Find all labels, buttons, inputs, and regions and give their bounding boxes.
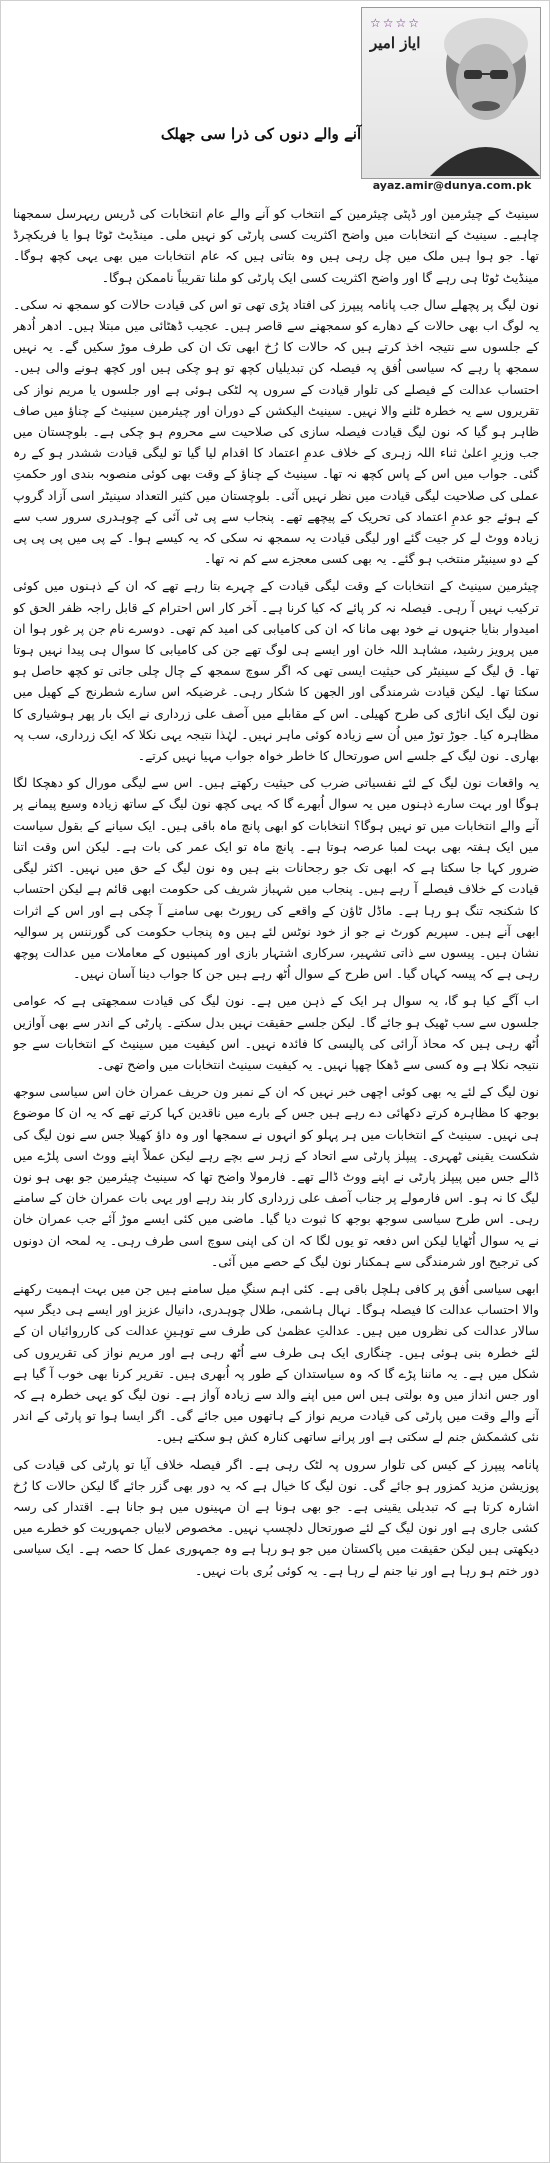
- column-body: [13, 203, 539, 2143]
- body-paragraph: نون لیگ پر پچھلے سال جب پانامہ پیپرز کی افتاد پڑی تھی تو اس کی قیادت حالات کو سمجھ نہ سکی۔ یہ لوگ اب بھی حالات کے دھارے کو سمجھنے سے قاصر ہیں۔ عجیب ڈھٹائی میں مبتلا ہیں۔ ادھر اُدھر کے جلسوں سے نتیجہ اخذ کرتے ہیں کہ حالات کا رُخ ابھی تک ان کی طرف موڑ سکیں گے۔ یہ نہیں سمجھ پا رہے کہ سیاسی اُفق پہ فیصلہ کن تبدیلیاں کچھ تو ہو چکی ہیں اور کچھ ہونے والی ہیں۔ احتساب عدالت کے فیصلے کی تلوار قیادت کے سروں پہ لٹکی ہوئی ہے اور جلسوں یا مریم نواز کی تقریروں سے یہ خطرہ ٹلنے والا نہیں۔ سینیٹ الیکشن کے دوران اور چیئرمین سینیٹ کے چناؤ میں صاف ظاہر ہو گیا کہ نون لیگ قیادت فیصلہ سازی کی صلاحیت سے محروم ہو چکی ہے۔ بلوچستان میں جب وزیرِ اعلیٰ ثناء اللہ زہری کے خلاف عدمِ اعتماد کا اقدام لیا گیا تو لیگی قیادت ششدر ہو کے رہ گئی۔ جواب میں اس کے پاس کچھ نہ تھا۔ سینیٹ کے چناؤ کے وقت بھی کوئی منصوبہ بندی اور حکمتِ عملی کی صلاحیت لیگی قیادت میں نظر نہیں آئی۔ بلوچستان میں کثیر التعداد سینیٹر اسی آزاد گروپ کے ہوئے جو عدمِ اعتماد کی تحریک کے پیچھے تھے۔ پنجاب سے پی ٹی آئی کے چوہدری سرور سب سے زیادہ ووٹ لے کر جیت گئے اور لیگی قیادت یہ سمجھ نہ سکی کہ یہ کیسے ہوا۔ کے پی میں پی پی پی کے دو سینیٹر منتخب ہو گئے۔ یہ بھی کسی معجزے سے کم نہ تھا۔: [13, 296, 539, 567]
- body-paragraph: نون لیگ کے لئے یہ بھی کوئی اچھی خبر نہیں کہ ان کے نمبر ون حریف عمران خان اس سیاسی سوجھ بوجھ کا مظاہرہ کرتے دکھائی دے رہے ہیں جس کے بارے میں ناقدین کہا کرتے تھے کہ یہ ان کا موضوع ہی نہیں۔ سینیٹ کے انتخابات میں ہر پہلو کو انہوں نے سمجھا اور وہ داؤ کھیلا جس سے نون لیگ کی شکست یقینی ٹھہری۔ پیپلز پارٹی سے اتحاد کے زہر سے بچے رہے لیکن عملاً اپنے ووٹ اسی پلڑے میں ڈالے جس میں پیپلز پارٹی نے اپنے ووٹ ڈالے تھے۔ فارمولا واضح تھا کہ سینیٹ چیئرمین جو بھی ہو نون لیگ کا نہ ہو۔ اس فارمولے پر جناب آصف علی زرداری کار بند رہے اور یہی بات عمران خان کے سامنے رہی۔ اس طرح سیاسی سوجھ بوجھ کا ثبوت دیا گیا۔ ماضی میں کئی ایسے موڑ آئے جب عمران خان نے یہ سوال اُٹھایا لیکن اس دفعہ تو یوں لگا کہ ان کی اپنی سوچ اسی طرف رہی۔ یہ لمحہ ان دونوں کی ترجیح اور شرمندگی سے ہمکنار نون لیگ کے حصے میں آئی۔: [13, 1084, 539, 1269]
- rating-stars: ☆☆☆☆: [370, 16, 422, 30]
- body-paragraph: اب آگے کیا ہو گا، یہ سوال ہر ایک کے ذہن میں ہے۔ نون لیگ کی قیادت سمجھتی ہے کہ عوامی جلسوں سے سب ٹھیک ہو جائے گا۔ لیکن جلسے حقیقت نہیں بدل سکتے۔ پارٹی کے اندر سے بھی آوازیں اُٹھ رہی ہیں کہ محاذ آرائی کی پالیسی کا فائدہ نہیں۔ اس کیفیت میں سینیٹ کے انتخابات سے جو نتیجہ نکلا ہے وہ کسی سے ڈھکا چھپا نہیں۔ یہ کیفیت سینیٹ انتخابات میں واضح تھی۔: [13, 993, 539, 1072]
- author-photo-box: [361, 7, 541, 179]
- body-paragraph: سینیٹ کے چیئرمین اور ڈپٹی چیئرمین کے انتخاب کو آنے والے عام انتخابات کی ڈریس ریہرسل سمجھنا چاہیے۔ سینیٹ کے انتخابات میں واضح اکثریت کسی پارٹی کو نہیں ملی۔ مینڈیٹ ٹوٹا ہوا یا فریکچرڈ تھا۔ جو ہوا ہیں ملک میں چل رہی ہیں وہ بتاتی ہیں کہ عام انتخابات میں بھی یہی کچھ ہوگا۔ مینڈیٹ ٹوٹا ہی رہے گا اور واضح اکثریت کسی ایک پارٹی کو ملنا تقریباً ناممکن ہوگا۔: [13, 206, 539, 285]
- body-paragraph: ابھی سیاسی اُفق پر کافی ہلچل باقی ہے۔ کئی اہم سنگِ میل سامنے ہیں جن میں بہت اہمیت رکھنے والا احتساب عدالت کا فیصلہ ہوگا۔ نہال ہاشمی، طلال چوہدری، دانیال عزیز اور ایسے ہی دیگر سپہ سالار عدالت کی نظروں میں ہیں۔ عدالتِ عظمیٰ کی طرف سے توہینِ عدالت کی کارروائیاں ان کے لئے خطرہ بنی ہوئی ہیں۔ چنگاری ایک ہی طرف سے اُٹھ رہی ہے اور مریم نواز کی تقریروں کی شکل میں ہے۔ یہ ماننا پڑے گا کہ وہ سیاستدان کے طور پہ اُبھری ہیں۔ تقریر کرنا بھی خوب آ گیا ہے اور جس انداز میں وہ بولتی ہیں اس میں اپنے والد سے زیادہ آواز ہے۔ نون لیگ کو یہی خطرہ ہے کہ آنے والے وقت میں پارٹی کی قیادت مریم نواز کے ہاتھوں میں جائے گی۔ اگر ایسا ہوا تو پارٹی کے اندر نئی کشمکش جنم لے سکتی ہے اور پرانے ساتھی کنارہ کش ہو سکتے ہیں۔: [13, 1280, 539, 1445]
- body-paragraph: یہ واقعات نون لیگ کے لئے نفسیاتی ضرب کی حیثیت رکھتے ہیں۔ اس سے لیگی مورال کو دھچکا لگا ہوگا اور بہت سارے ذہنوں میں یہ سوال اُبھرے گا کہ یہی کچھ نون لیگ کے ساتھ زیادہ وسیع پیمانے پر آنے والے انتخابات میں تو نہیں ہوگا؟ انتخابات کو ابھی پانچ ماہ باقی ہیں۔ ایک سیانے کے بقول سیاست میں ایک ہفتہ بھی بہت لمبا عرصہ ہوتا ہے۔ پانچ ماہ تو ایک عمر کی بات ہے۔ لیکن اس وقت اتنا ضرور کہا جا سکتا ہے کہ ابھی تک جو رجحانات بنے ہیں وہ نون لیگ کے حق میں نہیں۔ اکثر لیگی قیادت کے خلاف فیصلے آ رہے ہیں۔ پنجاب میں شہباز شریف کی حکومت ابھی قائم ہے لیکن احتساب کا شکنجہ تنگ ہو رہا ہے۔ ماڈل ٹاؤن کے واقعے کی رپورٹ بھی سامنے آ چکی ہے اور اس کے اثرات ابھی آنے ہیں۔ سپریم کورٹ نے جو از خود نوٹس لئے ہیں وہ پنجاب حکومت کی گورننس پر سوالیہ نشان ہیں۔ پیسوں سے ذاتی تشہیر، سرکاری اشتہار بازی اور کمپنیوں کے معاملات میں عدالت پوچھ رہی ہے کہ پیسہ کہاں گیا۔ اس طرح کے سوال اُٹھ رہے ہیں جن کا جواب دینا آسان نہیں۔: [13, 775, 539, 982]
- column-headline: آنے والے دنوں کی ذرا سی جھلک: [160, 125, 362, 143]
- body-paragraph: چیئرمین سینیٹ کے انتخابات کے وقت لیگی قیادت کے چہرے بتا رہے تھے کہ ان کے ذہنوں میں کوئی ترکیب نہیں آ رہی۔ فیصلہ نہ کر پائے کہ کیا کرنا ہے۔ آخر کار اس احترام کے قابل راجہ ظفر الحق کو امیدوار بنایا جنہوں نے خود بھی مانا کہ ان کی کامیابی کی امید کم تھی۔ دوسرے نام جن پر غور ہوا ان میں پرویز رشید، مشاہد اللہ خان اور ایسے ہی لوگ تھے جن کی کامیابی کا سوال ہی پیدا نہیں ہوتا تھا۔ ق لیگ کے سینیٹر کی حیثیت ایسی تھی کہ اگر سوچ سمجھ کے چال چلی جاتی تو کچھ حاصل ہو سکتا تھا۔ لیکن قیادت شرمندگی اور الجھن کا شکار رہی۔ غرضیکہ اس سارے شطرنج کے کھیل میں نون لیگ ایک اناڑی کی طرح کھیلی۔ اس کے مقابلے میں آصف علی زرداری نے ایک بار پھر ہوشیاری کا مظاہرہ کیا۔ جوڑ توڑ میں اُن سے زیادہ کوئی ماہر نہیں۔ لہٰذا نتیجہ یہی نکلا کہ ایک زرداری، سب پہ بھاری۔ نون لیگ کے جلسے اس صورتحال کا خاطر خواہ جواب مہیا نہیں کرتے۔: [13, 578, 539, 764]
- author-name: ایاز امیر: [370, 34, 421, 52]
- body-paragraph: پانامہ پیپرز کے کیس کی تلوار سروں پہ لٹک رہی ہے۔ اگر فیصلہ خلاف آیا تو پارٹی کی قیادت کی پوزیشن مزید کمزور ہو جائے گی۔ نون لیگ کا خیال ہے کہ یہ دور بھی گزر جائے گا لیکن حالات کا رُخ اشارہ کرتا ہے کہ تبدیلی یقینی ہے۔ جو بھی ہونا ہے ان مہینوں میں ہو جانا ہے۔ اقتدار کی رسہ کشی جاری ہے اور نون لیگ کے لئے صورتحال دلچسپ نہیں۔ مخصوص لابیاں جمہوریت کو خطرے میں دیکھتی ہیں لیکن حقیقت میں پاکستان میں جو ہو رہا ہے وہ جمہوری عمل کا حصہ ہے۔ ایک سیاسی دور ختم ہو رہا ہے اور نیا جنم لے رہا ہے۔ یہ کوئی بُری بات نہیں۔: [13, 1456, 539, 1578]
- author-portrait: [420, 8, 540, 176]
- author-email: ayaz.amir@dunya.com.pk: [372, 179, 532, 192]
- column-masthead: [11, 7, 541, 192]
